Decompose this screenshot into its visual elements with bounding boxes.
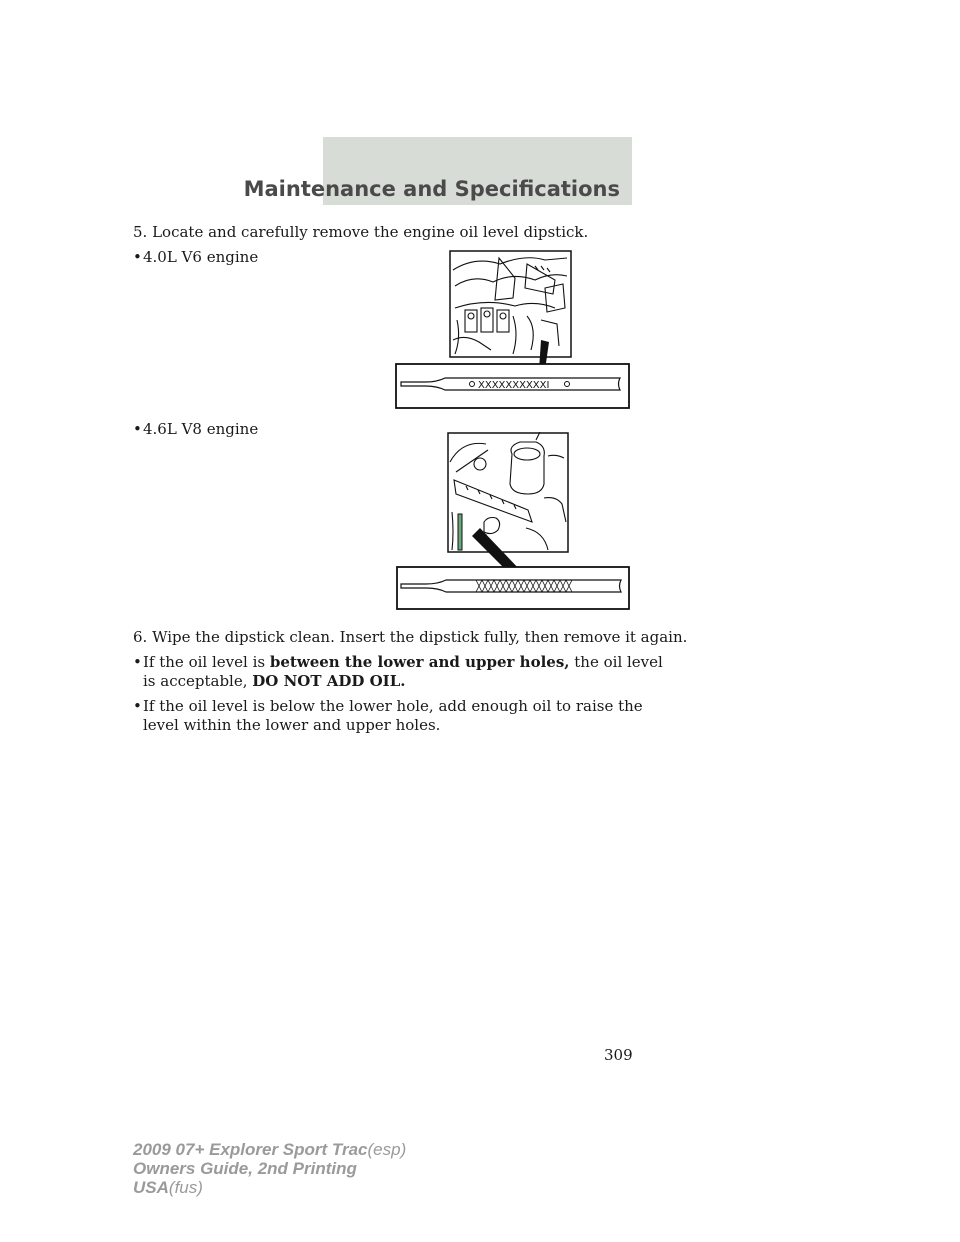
v8-dipstick-handle: [458, 514, 462, 550]
oil-level-acceptable-line2: is acceptable, DO NOT ADD OIL.: [143, 672, 406, 690]
v6-dipstick-marking: XXXXXXXXXXI: [478, 380, 550, 391]
footer-line-1: 2009 07+ Explorer Sport Trac(esp): [133, 1140, 407, 1159]
footer: [133, 1140, 406, 1197]
step-5-text: 5. Locate and carefully remove the engine oil level dipstick.: [133, 223, 589, 241]
oil-level-low-line1: If the oil level is below the lower hole, add enough oil to raise the: [143, 697, 643, 715]
footer-line-2: Owners Guide, 2nd Printing: [133, 1159, 357, 1178]
page-number: 309: [604, 1046, 633, 1064]
v6-engine-illustration: [395, 250, 630, 410]
oil-level-acceptable-line1: If the oil level is between the lower and upper holes, the oil level: [143, 653, 663, 671]
bullet-symbol: •: [133, 420, 142, 438]
oil-level-low-line2: level within the lower and upper holes.: [143, 716, 441, 734]
bullet-symbol: •: [133, 248, 142, 266]
bullet-symbol: •: [133, 697, 142, 715]
bullet-v6-engine: 4.0L V6 engine: [143, 248, 259, 266]
page-title: Maintenance and Specifications: [243, 177, 620, 201]
bullet-symbol: •: [133, 653, 142, 671]
footer-line-3: USA(fus): [133, 1178, 203, 1197]
header-band: [243, 137, 632, 205]
step-6-text: 6. Wipe the dipstick clean. Insert the dipstick fully, then remove it again.: [133, 628, 688, 646]
bullet-v8-engine: 4.6L V8 engine: [143, 420, 259, 438]
v8-engine-illustration: [396, 432, 630, 610]
